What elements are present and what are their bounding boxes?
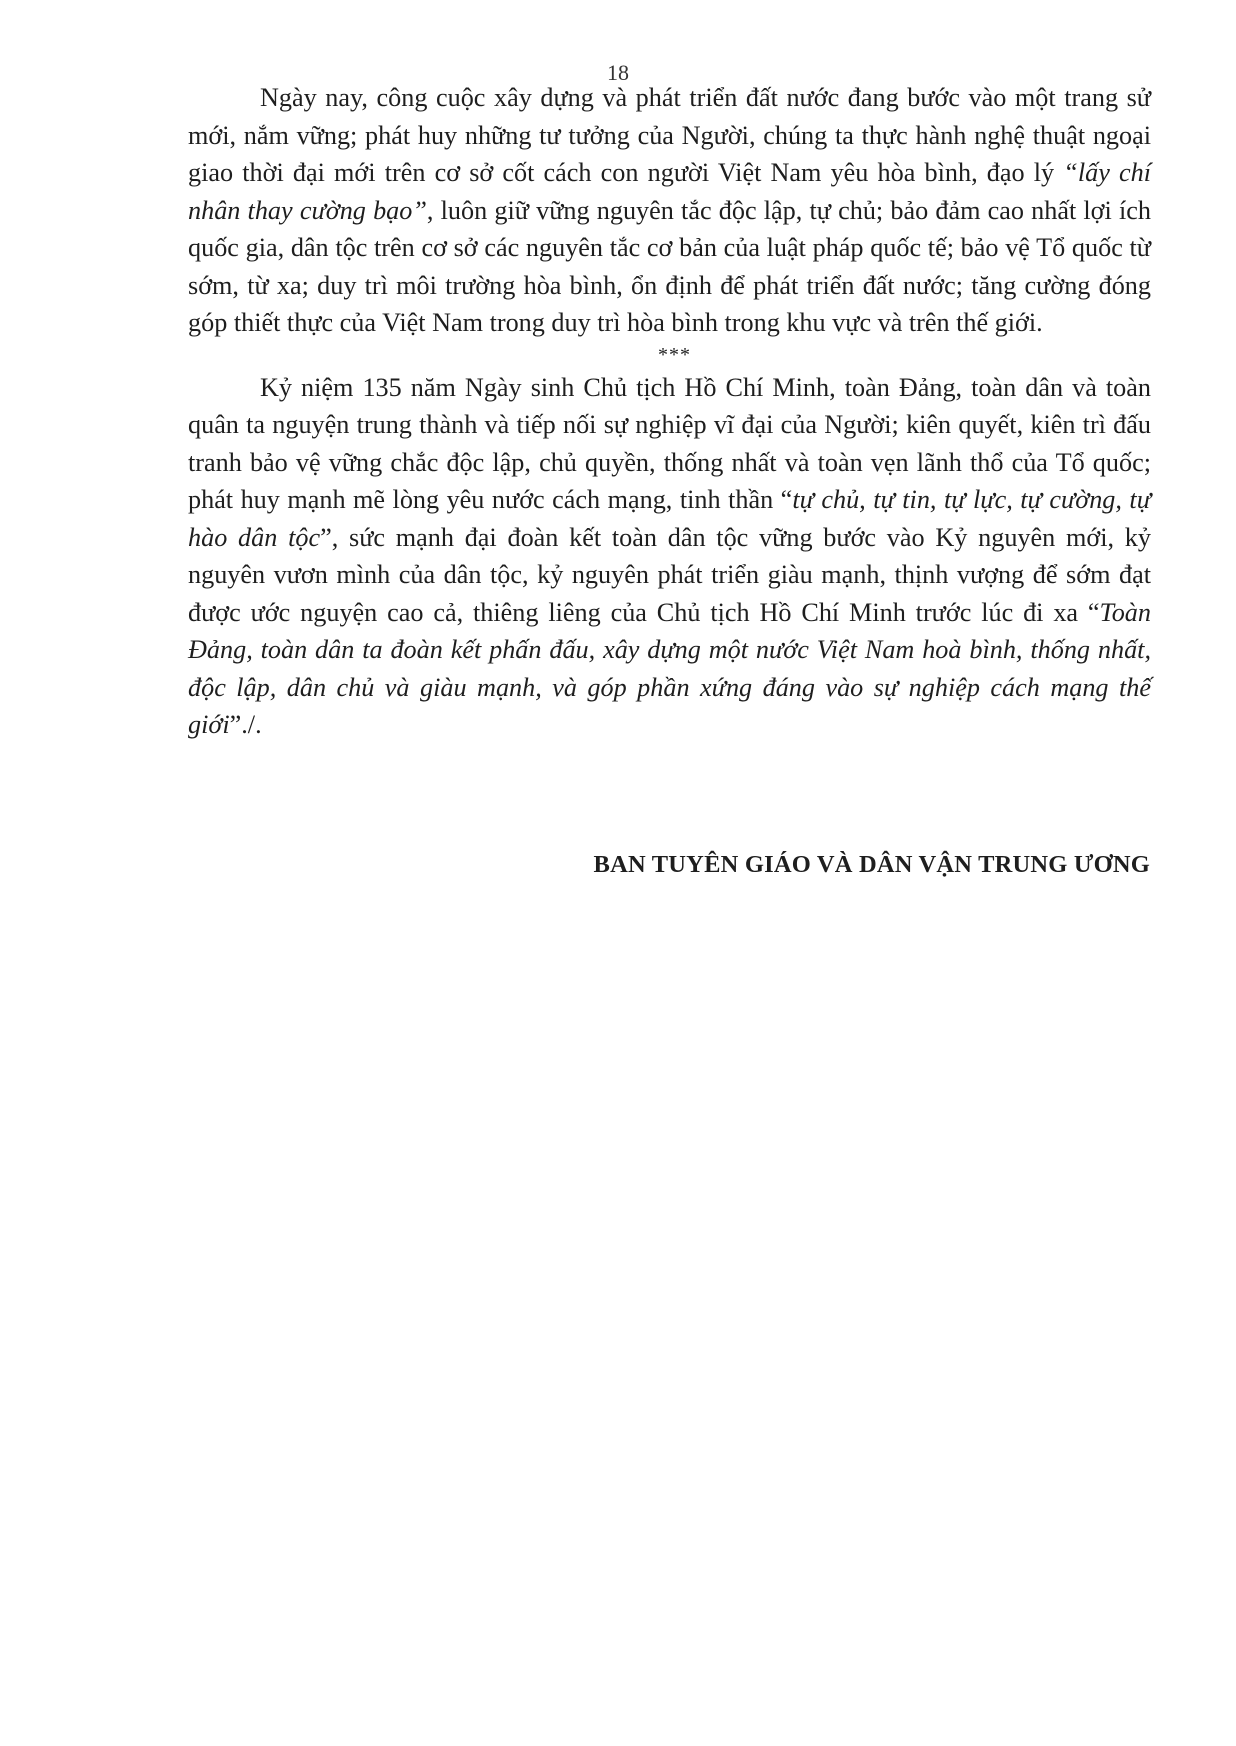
document-body [188,79,1151,744]
paragraph-foreign-affairs [188,79,1151,342]
paragraph-text: Ngày nay, công cuộc xây dựng và phát triển đất nước đang bước vào một trang sử mới, nắm vững; phát huy những tư tưởng của Người, chúng ta thực hành nghệ thuật ngoại giao thời đại mới trên cơ sở cốt cách con người Việt Nam yêu hòa bình, đạo lý [188,83,1151,187]
italic-quote: tự chủ, tự tin, tự lực, tự cường, tự hào dân tộc [188,485,1151,552]
italic-quote: “lấy chí nhân thay cường bạo” [188,158,1151,225]
page-number: 18 [607,60,629,85]
section-separator: *** [658,343,691,366]
signature-block: BAN TUYÊN GIÁO VÀ DÂN VẬN TRUNG ƯƠNG [593,851,1150,878]
paragraph-text: ”, sức mạnh đại đoàn kết toàn dân tộc vững bước vào Kỷ nguyên mới, kỷ nguyên vươn mình của dân tộc, kỷ nguyên phát triển giàu mạnh, thịnh vượng để sớm đạt được ước nguyện cao cả, thiêng liêng của Chủ tịch Hồ Chí Minh trước lúc đi xa “ [188,522,1151,627]
paragraph-text: ”./. [229,710,262,739]
italic-testament-quote: Toàn Đảng, toàn dân ta đoàn kết phấn đấu, xây dựng một nước Việt Nam hoà bình, thống nhất, độc lập, dân chủ và giàu mạnh, và góp phần xứng đáng vào sự nghiệp cách mạng thế giới [188,597,1151,739]
paragraph-anniversary [188,369,1151,744]
paragraph-text: Kỷ niệm 135 năm Ngày sinh Chủ tịch Hồ Chí Minh, toàn Đảng, toàn dân và toàn quân ta nguyện trung thành và tiếp nối sự nghiệp vĩ đại của Người; kiên quyết, kiên trì đấu tranh bảo vệ vững chắc độc lập, chủ quyền, thống nhất và toàn vẹn lãnh thổ của Tổ quốc; phát huy mạnh mẽ lòng yêu nước cách mạng, tinh thần “ [188,372,1151,514]
paragraph-text: , luôn giữ vững nguyên tắc độc lập, tự chủ; bảo đảm cao nhất lợi ích quốc gia, dân tộc trên cơ sở các nguyên tắc cơ bản của luật pháp quốc tế; bảo vệ Tổ quốc từ sớm, từ xa; duy trì môi trường hòa bình, ổn định để phát triển đất nước; tăng cường đóng góp thiết thực của Việt Nam trong duy trì hòa bình trong khu vực và trên thế giới. [188,195,1151,337]
